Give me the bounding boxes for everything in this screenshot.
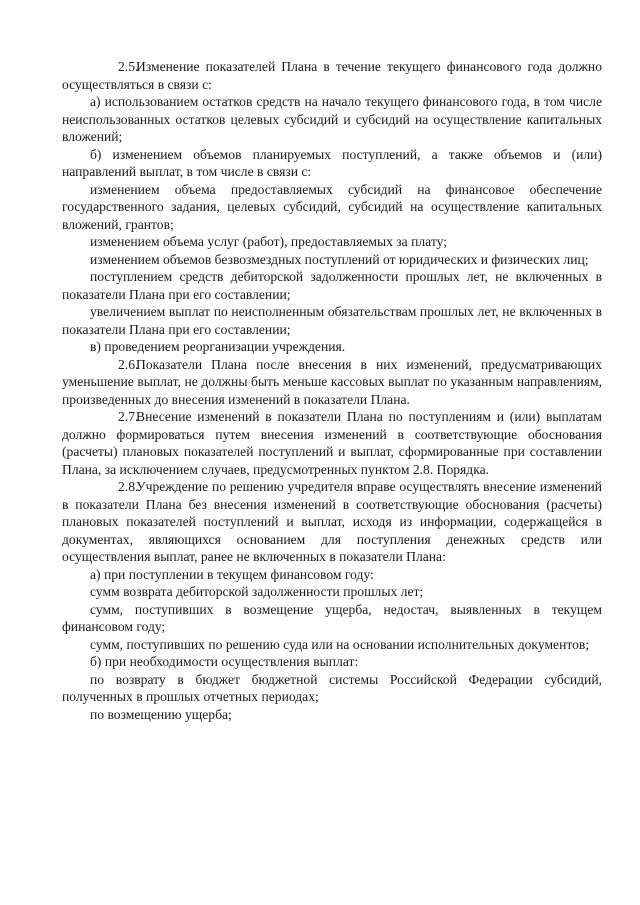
paragraph-text: б) изменением объемов планируемых поступлений, а также объемов и (или) направлений выплат, в том числе в связи с:: [62, 146, 602, 179]
paragraph-text: изменением объемов безвозмездных поступлений от юридических и физических лиц;: [90, 251, 589, 267]
paragraph-text: а) использованием остатков средств на начало текущего финансового года, в том числе неиспользованных остатков целевых субсидий и субсидий на осуществление капитальных вложений;: [62, 94, 602, 144]
item-number: 2.7.: [118, 409, 139, 424]
paragraph-text: Внесение изменений в показатели Плана по поступлениям и (или) выплатам должно формироваться путем внесения изменений в соответствующие обоснования (расчеты) плановых показателей поступлений и выплат, сформированные при составлении Плана, за исключением случаев, предусмотренных пунктом 2.8. Порядка.: [62, 409, 602, 477]
paragraph-text: Учреждение по решению учредителя вправе осуществлять внесение изменений в показатели Плана без внесения изменений в соответствующие обоснования (расчеты) плановых показателей поступлений и выплат, исходя из информации, содержащейся в документах, являющихся основанием для поступления денежных средств или осуществления выплат, ранее не включенных в показатели Плана:: [62, 479, 602, 564]
paragraph-text: Изменение показателей Плана в течение текущего финансового года должно осуществляться в связи с:: [62, 59, 602, 92]
paragraph-text: б) при необходимости осуществления выплат:: [90, 654, 359, 669]
document-body: [62, 58, 602, 723]
item-number: 2.5.: [118, 59, 139, 74]
paragraph: [62, 93, 602, 146]
paragraph: [62, 58, 602, 93]
paragraph-text: поступлением средств дебиторской задолженности прошлых лет, не включенных в показатели Плана при его составлении;: [62, 269, 602, 302]
paragraph-text: сумм, поступивших в возмещение ущерба, недостач, выявленных в текущем финансовом году;: [62, 601, 602, 634]
paragraph-text: Показатели Плана после внесения в них изменений, предусматривающих уменьшение выплат, не должны быть меньше кассовых выплат по указанным направлениям, произведенных до внесения изменений в показатели Плана.: [62, 356, 602, 407]
paragraph: [62, 636, 602, 654]
paragraph-text: а) при поступлении в текущем финансовом году:: [90, 566, 374, 582]
paragraph: [62, 583, 602, 601]
item-number: 2.8.: [118, 479, 139, 494]
paragraph: [62, 671, 602, 706]
paragraph: [62, 146, 602, 181]
item-number: 2.6.: [118, 356, 139, 372]
paragraph-text: сумм возврата дебиторской задолженности прошлых лет;: [90, 584, 424, 599]
paragraph: [62, 181, 602, 234]
paragraph-text: по возврату в бюджет бюджетной системы Российской Федерации субсидий, полученных в прошлых отчетных периодах;: [62, 671, 602, 704]
paragraph: [62, 706, 602, 724]
paragraph: [62, 653, 602, 671]
paragraph-text: по возмещению ущерба;: [90, 706, 232, 722]
paragraph-text: увеличением выплат по неисполненным обязательствам прошлых лет, не включенных в показатели Плана при его составлении;: [62, 304, 602, 337]
paragraph: [62, 268, 602, 303]
paragraph-text: изменением объема предоставляемых субсидий на финансовое обеспечение государственного задания, целевых субсидий, субсидий на осуществление капитальных вложений, грантов;: [62, 181, 602, 232]
paragraph: [62, 478, 602, 566]
paragraph: [62, 566, 602, 584]
paragraph: [62, 338, 602, 356]
paragraph: [62, 408, 602, 478]
document-page: [62, 58, 602, 723]
paragraph-text: в) проведением реорганизации учреждения.: [90, 339, 346, 354]
paragraph: [62, 601, 602, 636]
paragraph: [62, 303, 602, 338]
paragraph: [62, 356, 602, 409]
paragraph: [62, 251, 602, 269]
paragraph-text: сумм, поступивших по решению суда или на основании исполнительных документов;: [90, 636, 590, 652]
paragraph: [62, 233, 602, 251]
paragraph-text: изменением объема услуг (работ), предоставляемых за плату;: [90, 234, 447, 249]
